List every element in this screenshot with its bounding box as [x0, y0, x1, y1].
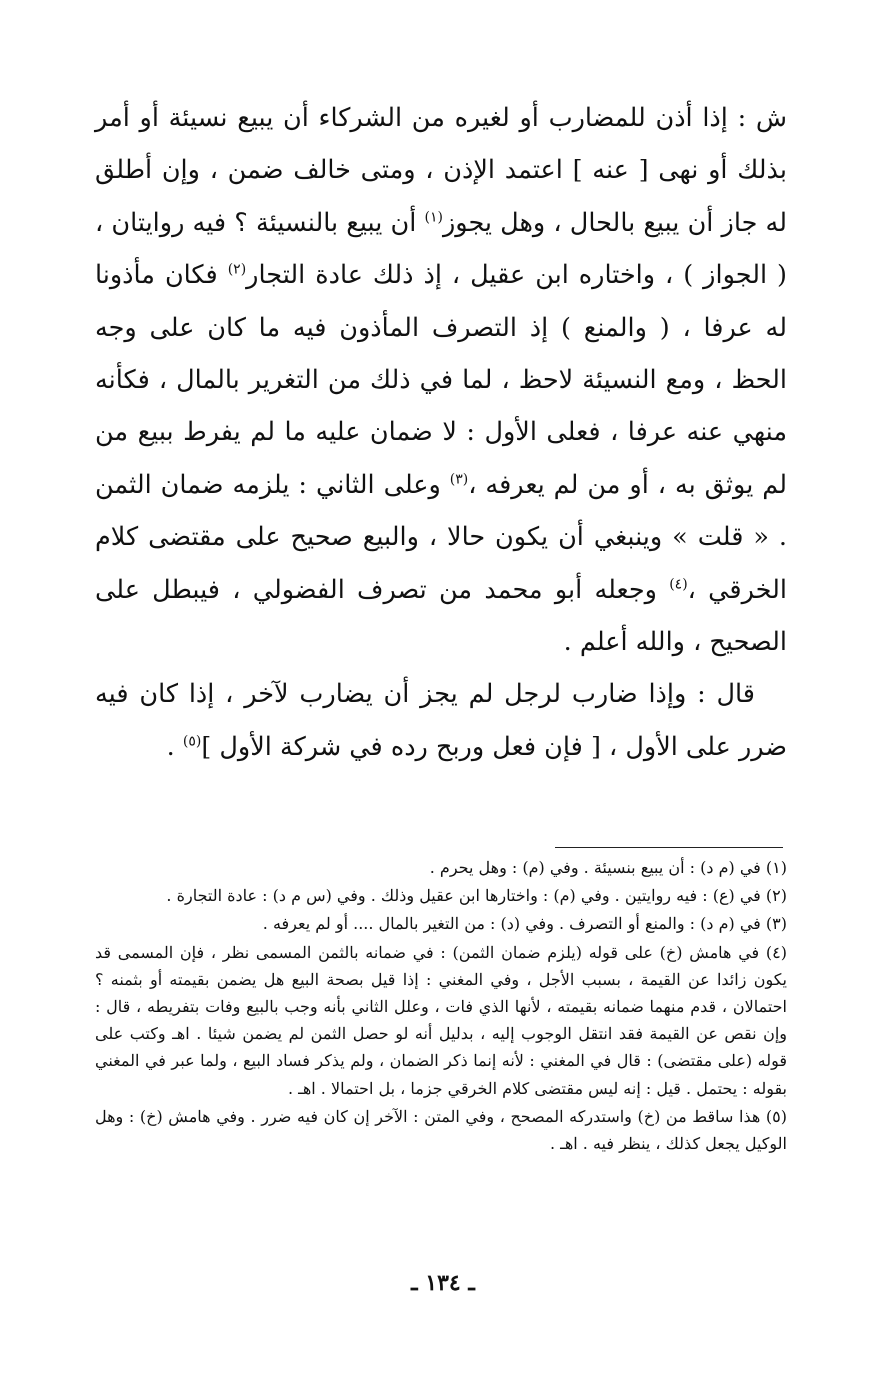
footnote-marker: (٢) [227, 261, 247, 278]
paragraph-text: أن يبيع بالنسيئة ؟ فيه روايتان ، ( الجواز ) ، واختاره ابن عقيل ، إذ ذلك عادة التجار [95, 207, 787, 291]
main-text [95, 92, 787, 773]
footnote-marker: (٥) [182, 733, 202, 750]
footnote: (٢) في (ع) : فيه روايتين . وفي (م) : واختارها ابن عقيل وذلك . وفي (س م د) : عادة التجارة . [166, 886, 787, 906]
footnotes [95, 854, 787, 1158]
footnote: (٤) في هامش (خ) على قوله (يلزم ضمان الثمن) : في ضمانه بالثمن المسمى نظر ، فإن المسمى قد يكون زائدا عن القيمة ، بسبب الأجل ، وفي المغني : إذا قيل بصحة البيع هل يضمن بقيمته أو بثمنه ؟ احتمالان ، قدم منهما ضمانه بقيمته ، لأنها الذي فات ، وعلل الثاني بأنه وجب بالبيع وفات بتفريطه ، قال : وإن نقص عن القيمة فقد انتقل الوجوب إليه ، بدليل أنه لو حصل الثمن لم يضمن شيئا . اهـ وكتب على قوله (على مقتضى) : قال في المغني : لأنه إنما ذكر الضمان ، ولم يذكر فساد البيع ، ولما عبر في المغني بقوله : يحتمل . قيل : إنه ليس مقتضى كلام الخرقي جزما ، بل احتمالا . اهـ . [95, 942, 788, 1098]
paragraph-text: قال : وإذا ضارب لرجل لم يجز أن يضارب لآخر ، إذا كان فيه ضرر على الأول ، [ فإن فعل وربح رده في شركة الأول ] [95, 679, 787, 762]
paragraph [95, 92, 787, 668]
paragraph-text: ش : إذا أذن للمضارب أو لغيره من الشركاء أن يبيع نسيئة أو أمر بذلك أو نهى [ عنه ] اعتمد الإذن ، ومتى خالف ضمن ، وإن أطلق له جاز أن يبيع بالحال ، وهل يجوز [95, 103, 787, 238]
paragraph-text: وجعله أبو محمد من تصرف الفضولي ، فيبطل على الصحيح ، والله أعلم . [95, 574, 787, 658]
footnote-marker: (١) [424, 209, 443, 226]
paragraph-text: فكان مأذونا له عرفا ، ( والمنع ) إذ التصرف المأذون فيه ما كان على وجه الحظ ، ومع النسيئة لاحظ ، لما في ذلك من التغرير بالمال ، فكأنه منهي عنه عرفا ، فعلى الأول : لا ضمان عليه ما لم يفرط ببيع من لم يوثق به ، أو من لم يعرفه ، [95, 260, 787, 500]
footnote-separator [555, 847, 783, 848]
paragraph [95, 668, 787, 773]
footnote-marker: (٤) [669, 576, 688, 593]
page-number: ـ ١٣٤ ـ [411, 1270, 475, 1296]
footnote: (٣) في (م د) : والمنع أو التصرف . وفي (د) : من التغير بالمال .... أو لم يعرفه . [262, 914, 787, 934]
footnote: (٥) هذا ساقط من (خ) واستدركه المصحح ، وفي المتن : الآخر إن كان فيه ضرر . وفي هامش (خ) : وهل الوكيل يجعل كذلك ، ينظر فيه . اهـ . [95, 1106, 787, 1154]
paragraph-text: وعلى الثاني : يلزمه ضمان الثمن . « قلت » وينبغي أن يكون حالا ، والبيع صحيح على مقتضى كلام الخرقي ، [95, 469, 787, 605]
footnote-marker: (٣) [449, 471, 469, 488]
footnote: (١) في (م د) : أن يبيع بنسيئة . وفي (م) : وهل يحرم . [429, 858, 787, 877]
paragraph-text: . [166, 731, 183, 762]
